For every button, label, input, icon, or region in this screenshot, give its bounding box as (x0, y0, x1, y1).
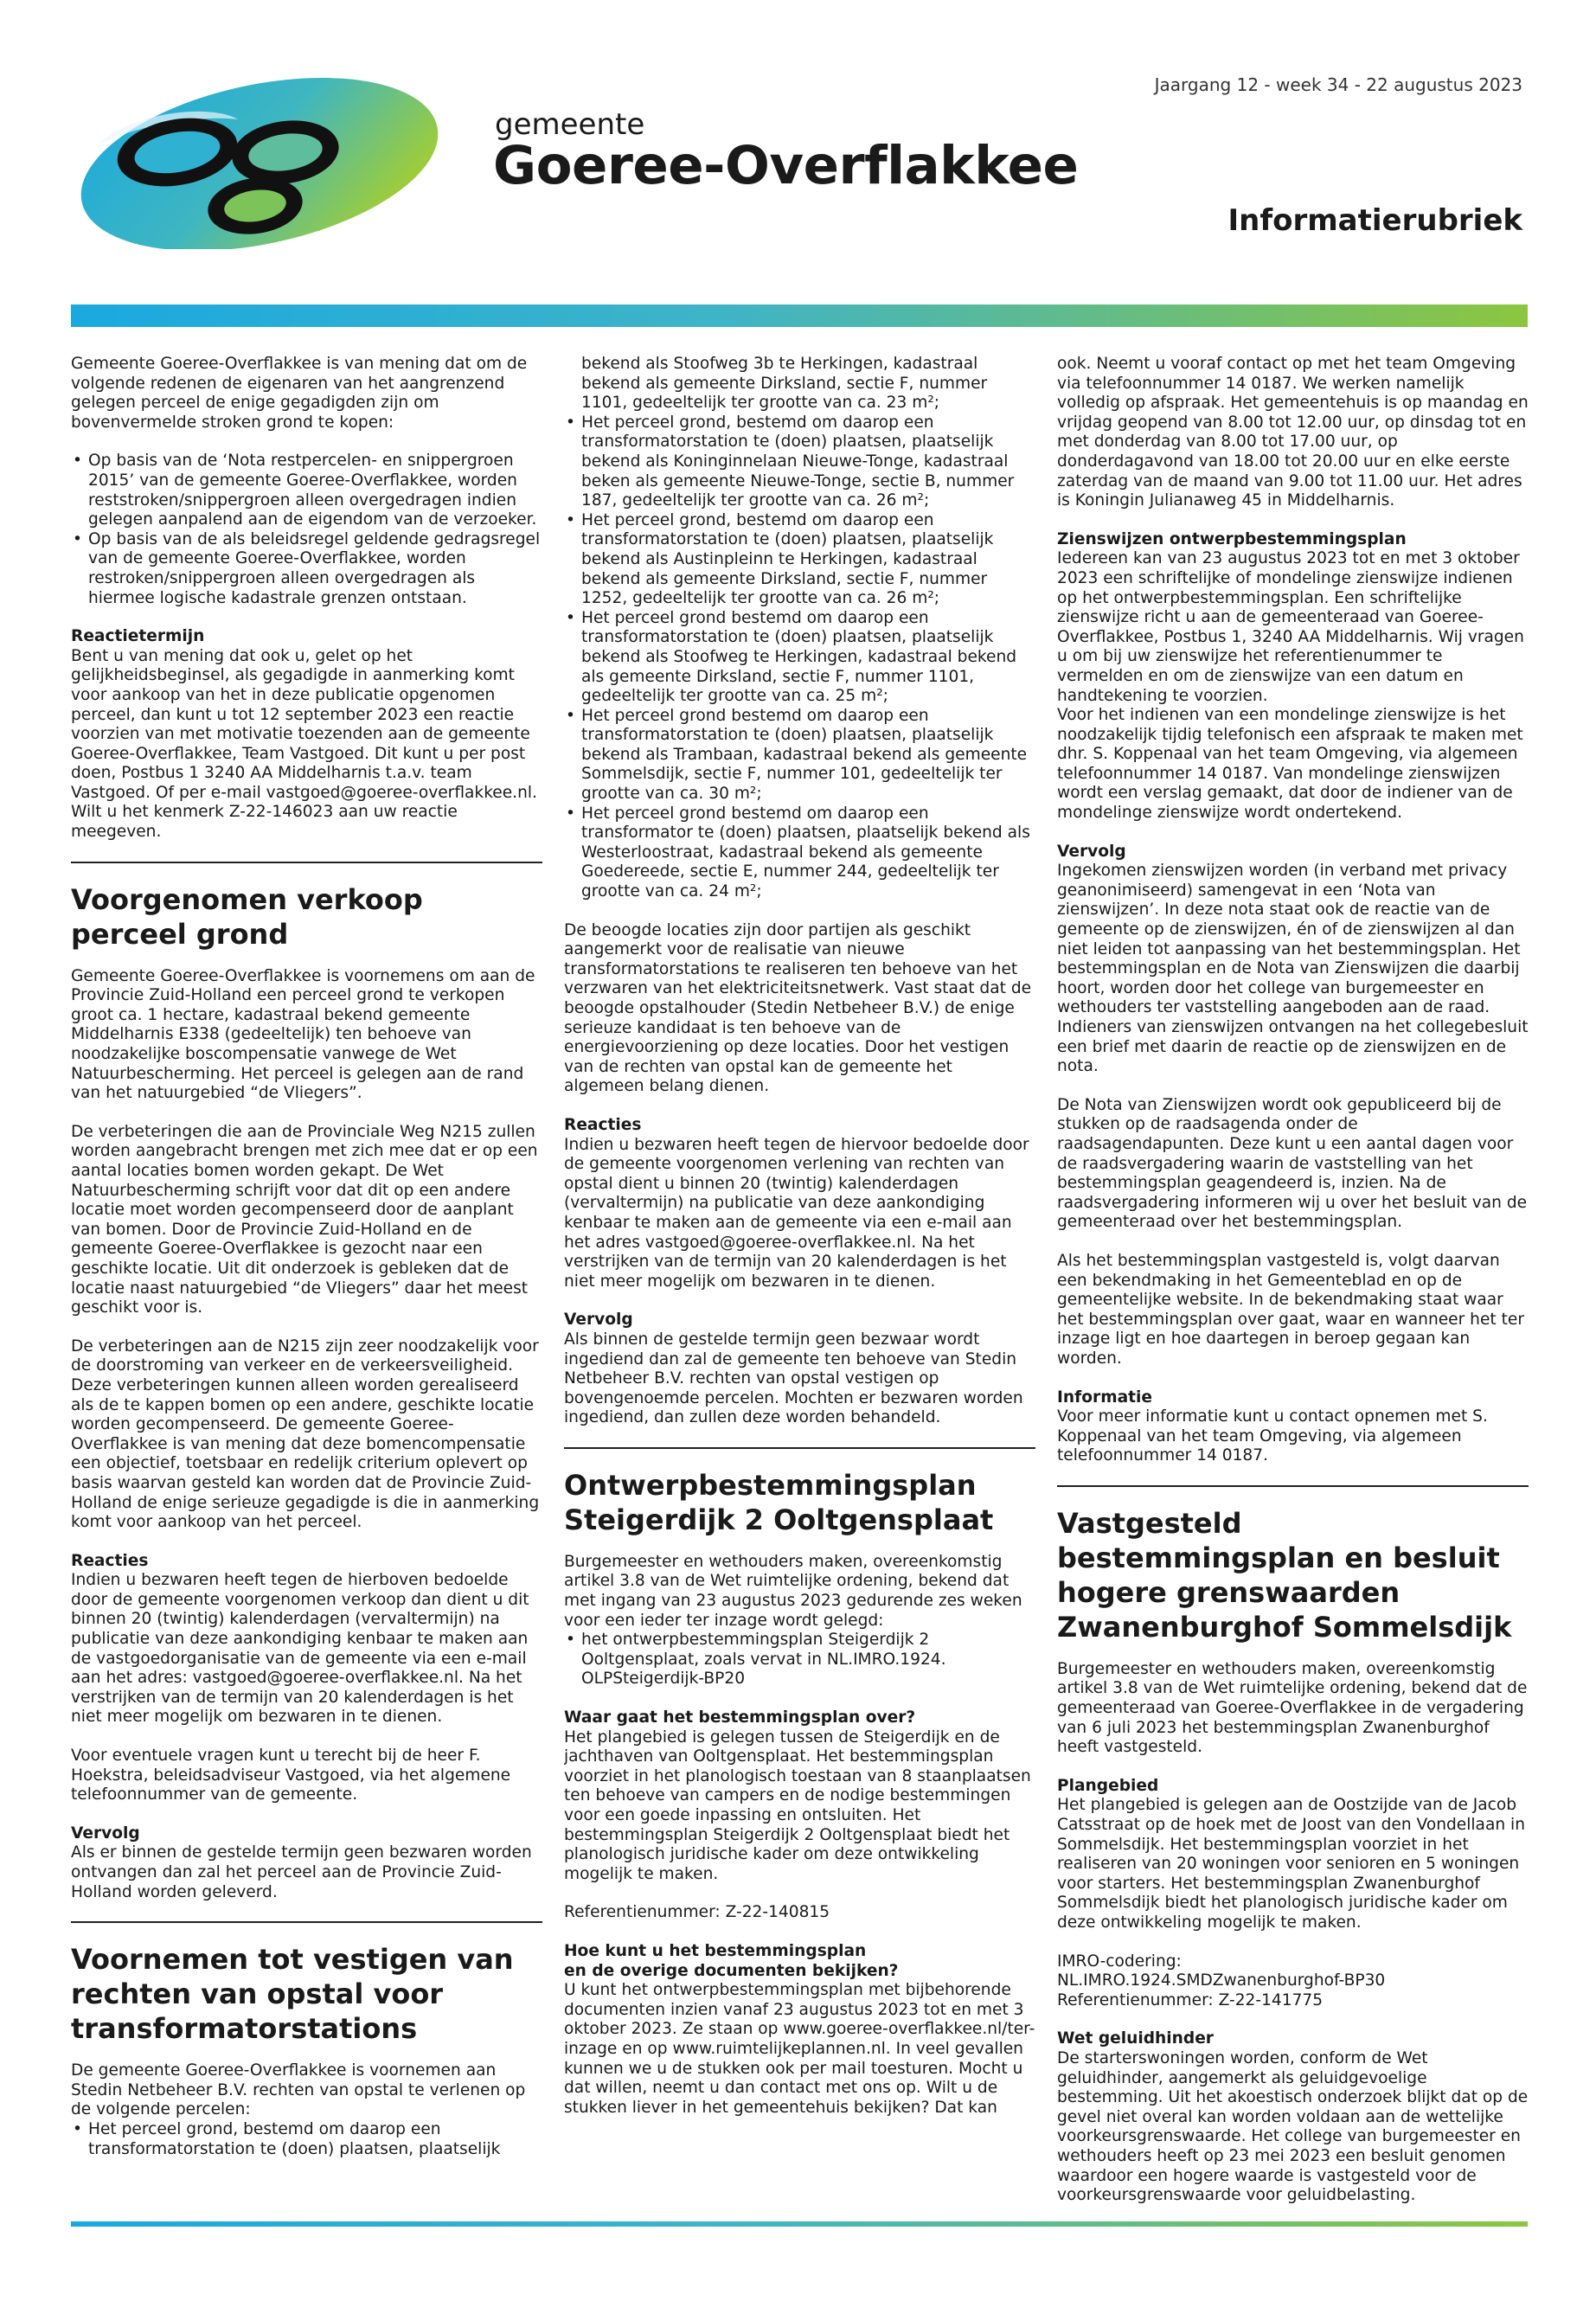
list-item: • Het perceel grond bestemd om daarop een transformator te (doen) plaatsen, plaatselijk bekend als Westerloostraat, kadastraal bekend als gemeente Goedereede, sectie E, nummer 244, gedeeltelijk ter grootte van ca. 24 m²; (564, 804, 1035, 902)
reacties-text: Indien u bezwaren heeft tegen de hiervoor bedoelde door de gemeente voorgenomen verlening van rechten van opstal dient u binnen 20 (twintig) kalenderdagen (vervaltermijn) na publicatie van deze aankondiging kenbaar te maken aan de gemeente via een e-mail aan het adres vastgoed@goeree-overflakkee.nl. Na het verstrijken van de termijn van 20 kalenderdagen is het niet meer mogelijk om bezwaren in te dienen. (564, 1135, 1029, 1291)
header-color-bar (71, 304, 1528, 327)
referentie-text: Referentienummer: Z-22-141775 (1057, 1990, 1324, 2009)
list-item: • Het perceel grond bestemd om daarop een transformatorstation te (doen) plaatsen, plaatselijk bekend als Trambaan, kadastraal bekend als gemeente Sommelsdijk, sectie F, nummer 101, gedeeltelijk ter grootte van ca. 30 m²; (564, 707, 1035, 804)
brand-subtitle: gemeente (495, 107, 645, 142)
criteria-list (71, 452, 542, 608)
vervolg-text: Als binnen de gestelde termijn geen bezwaar wordt ingediend dan zal de gemeente ten behoeve van Stedin Netbeheer B.V. rechten van opstal vestigen op bovengenoemde percelen. Mochten er bezwaren worden ingediend, dan zullen deze worden behandeld. (564, 1330, 1023, 1427)
article-title-opstal: Voornemen tot vestigen van rechten van opstal voor transformatorstations (71, 1943, 514, 2046)
municipality-logo (74, 76, 445, 249)
paragraph: De verbeteringen aan de N215 zijn zeer noodzakelijk voor de doorstroming van verkeer en de verkeersveiligheid. Deze verbeteringen kunnen alleen worden gerealiseerd als de te kappen bomen op een andere, geschikte locatie worden gecompenseerd. De gemeente Goeree-Overflakkee is van mening dat deze bomencompensatie een objectief, toetsbaar en redelijk criterium oplevert op basis waarvan gesteld kan worden dat de Provincie Zuid-Holland de enige serieuze gegadigde is die in aanmerking komt voor aankoop van het perceel. (71, 1336, 540, 1532)
informatie-text: Voor meer informatie kunt u contact opnemen met S. Koppenaal van het team Omgeving, via algemeen telefoonnummer 14 0187. (1057, 1407, 1488, 1465)
reactietermijn-text: Bent u van mening dat ook u, gelet op het gelijkheidsbeginsel, als gegadigde in aanmerking komt voor aankoop van het in deze publicatie opgenomen perceel, dan kunt u tot 12 september 2023 een reactie voorzien van met motivatie toezenden aan de gemeente Goeree-Overflakkee, Team Vastgoed. Dit kunt u per post doen, Postbus 1 3240 AA Middelharnis t.a.v. team Vastgoed. Of per e-mail vastgoed@goeree-overflakkee.nl. Wilt u het kenmerk Z-22-146023 aan uw reactie meegeven. (71, 646, 537, 842)
plangebied-text: Het plangebied is gelegen aan de Oostzijde van de Jacob Catsstraat op de hoek met de Joost van den Vondellaan in Sommelsdijk. Het bestemmingsplan voorziet in het realiseren van 20 woningen voor senioren en 5 woningen voor starters. Het bestemmingsplan Zwanenburghof Sommelsdijk biedt het planologisch juridische kader om deze ontwikkeling mogelijk te maken. (1057, 1796, 1525, 1932)
zienswijzen-heading: Zienswijzen ontwerpbestemmingsplan (1057, 529, 1407, 548)
hoe-text: U kunt het ontwerpbestemmingsplan met bijbehorende documenten inzien vanaf 23 augustus 2023 tot en met 3 oktober 2023. Ze staan op www.goeree-overflakkee.nl/ter-inzage en op www.ruimtelijkeplannen.nl. In veel gevallen kunnen we u de stukken ook per mail toesturen. Mocht u dat willen, neemt u dan contact met ons op. Wilt u de stukken liever in het gemeentehuis bekijken? Dat kan (564, 1981, 1035, 2117)
waar-text: Het plangebied is gelegen tussen de Steigerdijk en de jachthaven van Ooltgensplaat. Het bestemmingsplan voorziet in het planologisch toestaan van 8 staanplaatsen ten behoeve van campers en de nodige bestemmingen voor een goede inpassing en ontsluiten. Het bestemmingsplan Steigerdijk 2 Ooltgensplaat biedt het planologisch juridische kader om deze ontwikkeling mogelijk te maken. (564, 1727, 1031, 1883)
list-item: • Het perceel grond, bestemd om daarop een transformatorstation te (doen) plaatsen, plaatselijk bekend als Koninginnelaan Nieuwe-Tonge, kadastraal beken als gemeente Nieuwe-Tonge, sectie B, nummer 187, gedeeltelijk ter grootte van ca. 26 m²; (564, 413, 1035, 511)
list-item: • Op basis van de als beleidsregel geldende gedragsregel van de gemeente Goeree-Overflakkee, worden restroken/snippergroen alleen overgedragen als hiermee logische kadastrale grenzen ontstaan. (71, 530, 542, 608)
zwanenburghof-intro: Burgemeester en wethouders maken, overeenkomstig artikel 3.8 van de Wet ruimtelijke ordening, bekend dat de gemeenteraad van Goeree-Overflakkee in de vergadering van 6 juli 2023 het bestemmingsplan Zwanenburghof heeft vastgesteld. (1057, 1659, 1528, 1757)
geluid-heading: Wet geluidhinder (1057, 2029, 1214, 2048)
column-2 (564, 355, 1035, 2206)
ontwerp-intro: Burgemeester en wethouders maken, overeenkomstig artikel 3.8 van de Wet ruimtelijke ordening, bekend dat met ingang van 23 augustus 2023 gedurende zes weken voor een ieder ter inzage wordt gelegd: (564, 1552, 1022, 1630)
brand-title: Goeree-Overflakkee (493, 135, 1079, 196)
zienswijzen-text: Voor het indienen van een mondelinge zienswijze is het noodzakelijk tijdig telefonisch een afspraak te maken met dhr. S. Koppenaal van het team Omgeving, via algemeen telefoonnummer 14 0187. Van mondelinge zienswijzen wordt een verslag gemaakt, dat door de indiener van de mondelinge zienswijze wordt ondertekend. (1057, 706, 1523, 823)
section-title: Informatierubriek (1227, 203, 1522, 238)
reactietermijn-heading: Reactietermijn (71, 627, 205, 646)
percelen-list (71, 2120, 542, 2159)
list-item: • het ontwerpbestemmingsplan Steigerdijk 2 Ooltgensplaat, zoals vervat in NL.IMRO.1924. OLPSteigerdijk-BP20 (564, 1631, 1035, 1689)
hoe-heading-line2: en de overige documenten bekijken? (564, 1961, 899, 1980)
article-title-ontwerp: Ontwerpbestemmingsplan Steigerdijk 2 Ooltgensplaat (564, 1468, 994, 1536)
issue-info: Jaargang 12 - week 34 - 22 augustus 2023 (1154, 74, 1522, 95)
section-divider (564, 1447, 1035, 1449)
vragen-text: Voor eventuele vragen kunt u terecht bij de heer F. Hoekstra, beleidsadviseur Vastgoed, via het algemene telefoonnummer van de gemeente. (71, 1747, 511, 1804)
reacties-heading: Reacties (71, 1551, 149, 1570)
section-divider (1057, 1485, 1529, 1487)
plangebied-heading: Plangebied (1057, 1776, 1159, 1795)
imro-code: NL.IMRO.1924.SMDZwanenburghof-BP30 (1057, 1971, 1386, 1990)
vervolg-heading: Vervolg (71, 1823, 140, 1843)
list-item: • Het perceel grond, bestemd om daarop een transformatorstation te (doen) plaatsen, plaatselijk bekend als Austinpleinn te Herkingen, kadastraal bekend als gemeente Dirksland, sectie F, nummer 1252, gedeeltelijk ter grootte van ca. 26 m²; (564, 511, 1035, 609)
vervolg-text: Als er binnen de gestelde termijn geen bezwaren worden ontvangen dan zal het perceel aan de Provincie Zuid-Holland worden geleverd. (71, 1843, 532, 1901)
section-divider (71, 862, 542, 863)
vervolg-heading: Vervolg (564, 1311, 633, 1330)
reacties-heading: Reacties (564, 1115, 642, 1134)
section-divider (71, 1921, 542, 1923)
referentie-text: Referentienummer: Z-22-140815 (564, 1903, 830, 1922)
column-1 (71, 355, 542, 2206)
zienswijzen-text: Iedereen kan van 23 augustus 2023 tot en met 3 oktober 2023 een schriftelijke of mondelinge zienswijze indienen op het ontwerpbestemmingsplan. Een schriftelijke zienswijze richt u aan de gemeenteraad van Goeree-Overflakkee, Postbus 1, 3240 AA Middelharnis. Wij vragen u om bij uw zienswijze het referentienummer te vermelden en om de zienswijze van een datum en handtekening te voorzien. (1057, 549, 1524, 705)
column-3 (1057, 355, 1529, 2206)
article-title-zwanenburghof: Vastgesteld bestemmingsplan en besluit hogere grenswaarden Zwanenburghof Sommelsdijk (1057, 1506, 1512, 1644)
paragraph: De verbeteringen die aan de Provinciale Weg N215 zullen worden aangebracht brengen met zich mee dat er op een aantal locaties bomen worden gekapt. De Wet Natuurbescherming schrijft voor dat dit op een andere locatie moet worden gecompenseerd door de aanplant van bomen. Door de Provincie Zuid-Holland en de gemeente Goeree-Overflakkee is gezocht naar een geschikte locatie. Uit dit onderzoek is gebleken dat de locatie naast natuurgebied “de Vliegers” daar het meest geschikt voor is. (71, 1122, 538, 1317)
contact-text: ook. Neemt u vooraf contact op met het team Omgeving via telefoonnummer 14 0187. We werken namelijk volledig op afspraak. Het gemeentehuis is op maandag en vrijdag geopend van 8.00 tot 12.00 uur, op dinsdag tot en met donderdag van 8.00 tot 17.00 uur, op donderdagavond van 18.00 tot 20.00 uur en elke eerste zaterdag van de maand van 9.00 tot 11.00 uur. Het adres is Koningin Julianaweg 45 in Middelharnis. (1057, 355, 1529, 510)
list-item: • Op basis van de ‘Nota restpercelen- en snippergroen 2015’ van de gemeente Goeree-Overflakkee, worden reststroken/snippergroen alleen overgedragen indien gelegen aanpalend aan de eigendom van de verzoeker. (71, 452, 542, 529)
vervolg-text: Ingekomen zienswijzen worden (in verband met privacy geanonimiseerd) samengevat in een ‘Nota van zienswijzen’. In deze nota staat ook de reactie van de gemeente op de zienswijzen, én of de zienswijzen al dan niet leiden tot aanpassing van het bestemmingsplan. Het bestemmingsplan en de Nota van Zienswijzen die daarbij hoort, worden door het college van burgemeester en wethouders ter vaststelling aangeboden aan de raad. Indieners van zienswijzen ontvangen na het collegebesluit een brief met daarin de reactie op de zienswijzen en de nota. (1057, 862, 1529, 1076)
geluid-text: De starterswoningen worden, conform de Wet geluidhinder, aangemerkt als geluidgevoelige bestemming. Uit het akoestisch onderzoek blijkt dat op de gevel niet overal kan worden voldaan aan de wettelijke voorkeursgrenswaarde. Het college van burgemeester en wethouders heeft op 23 mei 2023 een besluit genomen waardoor een hogere waarde is vastgesteld voor de voorkeursgrenswaarde voor geluidbelasting. (1057, 2048, 1529, 2205)
opstal-intro: De gemeente Goeree-Overflakkee is voornemen aan Stedin Netbeheer B.V. rechten van opstal te verlenen op de volgende percelen: (71, 2061, 526, 2119)
intro-paragraph: Gemeente Goeree-Overflakkee is van mening dat om de volgende redenen de eigenaren van het aangrenzend gelegen perceel de enige gegadigden zijn om bovenvermelde stroken grond te kopen: (71, 355, 528, 432)
beoogd-text: De beoogde locaties zijn door partijen als geschikt aangemerkt voor de realisatie van nieuwe transformatorstations te realiseren ten behoeve van het verzwaren van het elektriciteitsnetwerk. Vast staat dat de beoogde opstalhouder (Stedin Netbeheer B.V.) de enige serieuze kandidaat is ten behoeve van de energievoorziening op deze locaties. Door het vestigen van de rechten van opstal kan de gemeente het algemeen belang dienen. (564, 920, 1032, 1096)
reacties-text: Indien u bezwaren heeft tegen de hierboven bedoelde door de gemeente voorgenomen verkoop dan dient u dit binnen 20 (twintig) kalenderdagen (vervaltermijn) na publicatie van deze aankondiging kenbaar te maken aan de vastgoedorganisatie van de gemeente via een e-mail aan het adres: vastgoed@goeree-overflakkee.nl. Na het verstrijken van de termijn van 20 kalenderdagen is het niet meer mogelijk om bezwaren in te dienen. (71, 1571, 529, 1727)
informatie-heading: Informatie (1057, 1388, 1152, 1407)
list-item-continued: bekend als Stoofweg 3b te Herkingen, kadastraal bekend als gemeente Dirksland, sectie F, nummer 1101, gedeeltelijk ter grootte van ca. 23 m²; (581, 355, 988, 413)
waar-heading: Waar gaat het bestemmingsplan over? (564, 1708, 916, 1727)
vervolg-heading: Vervolg (1057, 842, 1126, 861)
imro-label: IMRO-codering: (1057, 1952, 1182, 1971)
percelen-list-continued (564, 355, 1035, 902)
footer-color-bar (71, 2221, 1528, 2227)
nota-text: De Nota van Zienswijzen wordt ook gepubliceerd bij de stukken op de raadsagenda onder de raadsagendapunten. Deze kunt u een aantal dagen voor de raadsvergadering waarin de vaststelling van het bestemmingsplan geagendeerd is, inzien. Na de raadsvergadering informeren wij u over het besluit van de gemeenteraad over het bestemmingsplan. (1057, 1095, 1528, 1232)
paragraph: Gemeente Goeree-Overflakkee is voornemens om aan de Provincie Zuid-Holland een perceel grond te verkopen groot ca. 1 hectare, kadastraal bekend gemeente Middelharnis E338 (gedeeltelijk) ten behoeve van noodzakelijke boscompensatie vanwege de Wet Natuurbescherming. Het perceel is gelegen aan de rand van het natuurgebied “de Vliegers”. (71, 966, 535, 1103)
article-title-verkoop: Voorgenomen verkoop perceel grond (71, 882, 423, 951)
hoe-heading-line1: Hoe kunt u het bestemmingsplan (564, 1941, 867, 1960)
list-item: • Het perceel grond bestemd om daarop een transformatorstation te (doen) plaatsen, plaatselijk bekend als Stoofweg te Herkingen, kadastraal bekend als gemeente Dirksland, sectie F, nummer 1101, gedeeltelijk ter grootte van ca. 25 m²; (564, 609, 1035, 707)
ontwerp-list (564, 1631, 1035, 1689)
vastgesteld-text: Als het bestemmingsplan vastgesteld is, volgt daarvan een bekendmaking in het Gemeenteblad en op de gemeentelijke website. In de bekendmaking staat waar het bestemmingsplan over gaat, waar en wanneer het ter inzage ligt en hoe daartegen in beroep gegaan kan worden. (1057, 1251, 1524, 1368)
list-item: • Het perceel grond, bestemd om daarop een transformatorstation te (doen) plaatsen, plaatselijk (71, 2120, 542, 2159)
